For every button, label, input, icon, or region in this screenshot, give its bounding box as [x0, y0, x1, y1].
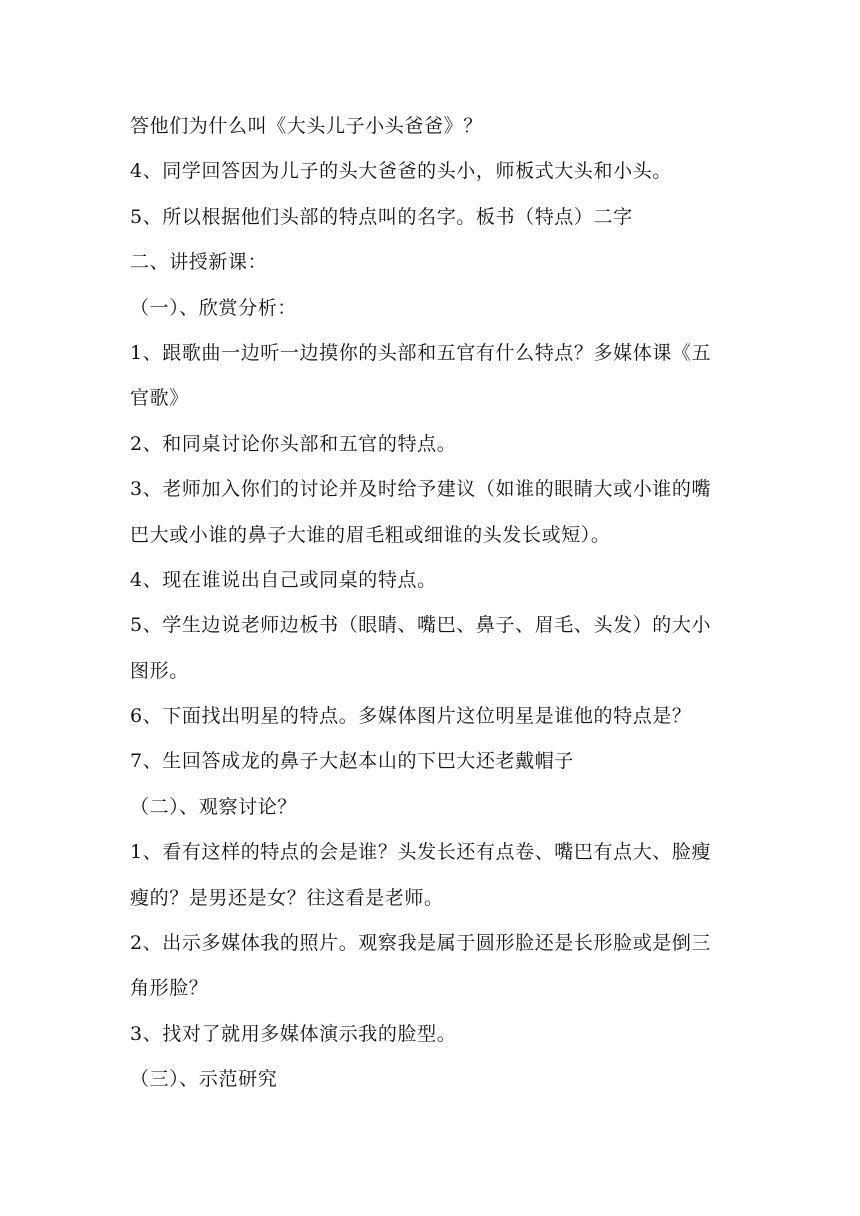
paragraph-line-question: 答他们为什么叫《大头儿子小头爸爸》？	[130, 115, 483, 137]
subsection-heading-observe: （二）、观察讨论？	[130, 795, 297, 818]
paragraph-line: 3、老师加入你们的讨论并及时给予建议（如谁的眼睛大或小谁的嘴	[130, 478, 712, 501]
subsection-heading-demonstration: （三）、示范研究	[130, 1068, 278, 1091]
paragraph-line: 7、生回答成龙的鼻子大赵本山的下巴大还老戴帽子	[130, 750, 574, 773]
paragraph-line: 2、和同桌讨论你头部和五官的特点。	[130, 432, 457, 455]
paragraph-line: 2、出示多媒体我的照片。观察我是属于圆形脸还是长形脸或是倒三	[130, 932, 712, 955]
paragraph-line: 图形。	[130, 659, 189, 682]
paragraph-line: 官歌》	[130, 387, 189, 410]
paragraph-line: 角形脸？	[130, 977, 209, 1000]
paragraph-line: 4、现在谁说出自己或同桌的特点。	[130, 568, 437, 591]
section-heading-new-lesson: 二、讲授新课：	[130, 251, 268, 274]
subsection-heading-appreciation: （一）、欣赏分析：	[130, 296, 297, 319]
document-body	[130, 104, 740, 1103]
paragraph-line-step-4: 4、同学回答因为儿子的头大爸爸的头小，师板式大头和小头。	[130, 160, 672, 183]
paragraph-line-step-5: 5、所以根据他们头部的特点叫的名字。板书（特点）二字	[130, 205, 633, 228]
paragraph-line: 5、学生边说老师边板书（眼睛、嘴巴、鼻子、眉毛、头发）的大小	[130, 614, 712, 637]
paragraph-line: 1、看有这样的特点的会是谁？头发长还有点卷、嘴巴有点大、脸瘦	[130, 841, 712, 864]
paragraph-line: 1、跟歌曲一边听一边摸你的头部和五官有什么特点？多媒体课《五	[130, 341, 712, 364]
paragraph-line: 6、下面找出明星的特点。多媒体图片这位明星是谁他的特点是？	[130, 705, 692, 728]
paragraph-line: 瘦的？是男还是女？往这看是老师。	[130, 886, 444, 909]
paragraph-line: 3、找对了就用多媒体演示我的脸型。	[130, 1022, 457, 1045]
paragraph-line: 巴大或小谁的鼻子大谁的眉毛粗或细谁的头发长或短）。	[130, 523, 611, 546]
